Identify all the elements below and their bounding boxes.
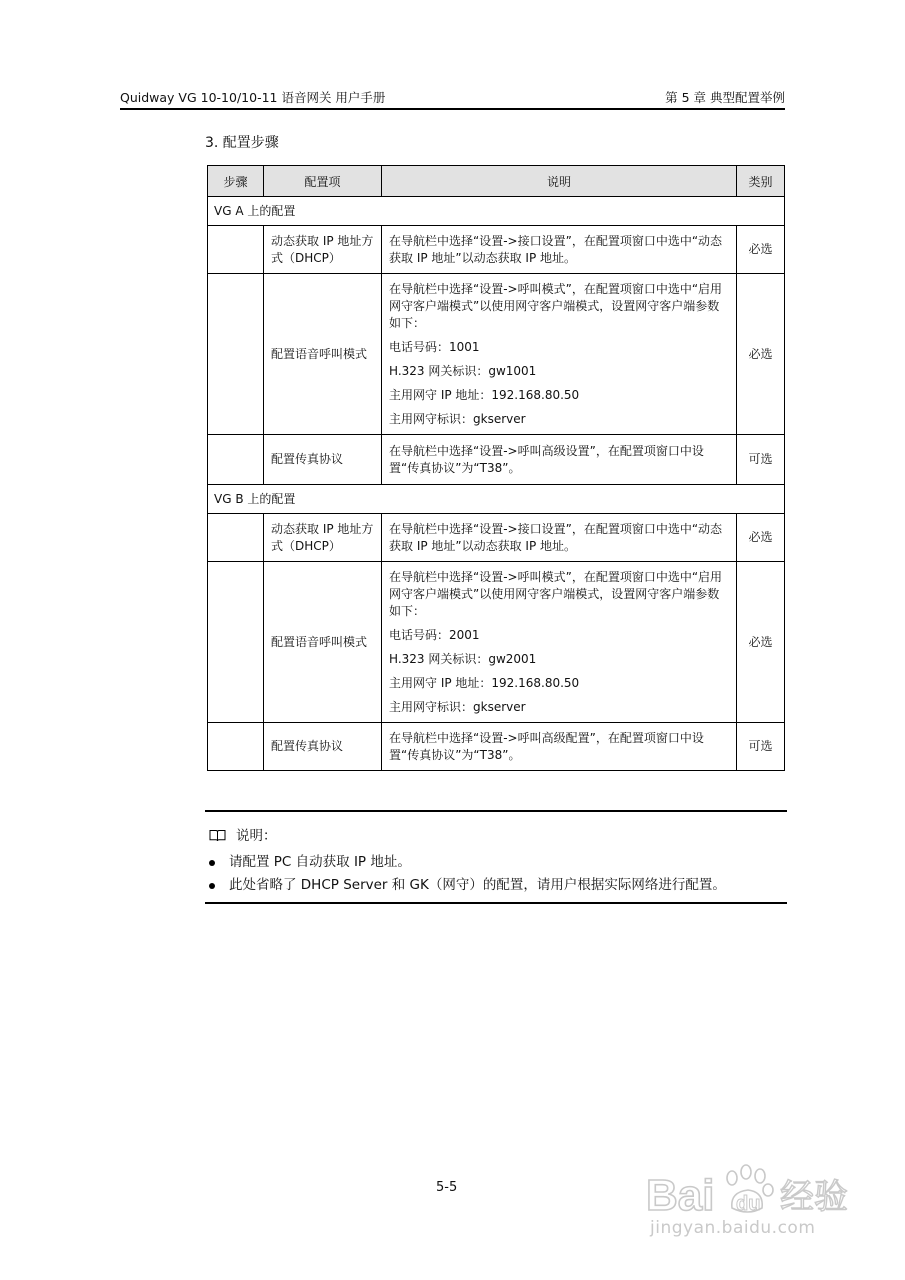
- header-description: 说明: [382, 166, 737, 197]
- description-cell: 在导航栏中选择“设置->接口设置”，在配置项窗口中选中“动态获取 IP 地址”以动态获取 IP 地址。: [382, 514, 737, 562]
- table-row: [208, 226, 785, 274]
- list-item: [205, 875, 726, 898]
- svg-text:经验: 经验: [780, 1177, 848, 1217]
- note-item-text: 请配置 PC 自动获取 IP 地址。: [229, 854, 411, 870]
- table-row: [208, 274, 785, 435]
- page-header: [120, 86, 785, 110]
- svg-text:Bai: Bai: [646, 1171, 715, 1220]
- note-title: [209, 824, 277, 844]
- description-text: 在导航栏中选择“设置->呼叫模式”，在配置项窗口中选中“启用网守客户端模式”以使用网守客户端模式，设置网守客户端参数如下：: [389, 281, 723, 330]
- list-item: [205, 852, 726, 875]
- table-row: [208, 562, 785, 723]
- section-title: 3. 配置步骤: [205, 135, 279, 151]
- description-text: 在导航栏中选择“设置->呼叫模式”，在配置项窗口中选中“启用网守客户端模式”以使用网守客户端模式，设置网守客户端参数如下：: [389, 569, 723, 618]
- table-row: [208, 514, 785, 562]
- param-gk-ip: 主用网守 IP 地址：192.168.80.50: [389, 387, 580, 402]
- category-cell: 可选: [737, 723, 785, 771]
- page-number: 5-5: [436, 1180, 458, 1195]
- item-cell: 配置传真协议: [264, 723, 382, 771]
- description-cell: [382, 562, 737, 723]
- category-cell: 必选: [737, 274, 785, 435]
- header-item: 配置项: [264, 166, 382, 197]
- header-category: 类别: [737, 166, 785, 197]
- step-cell: [208, 274, 264, 435]
- item-cell: 配置传真协议: [264, 435, 382, 485]
- table-row: [208, 723, 785, 771]
- step-cell: [208, 435, 264, 485]
- svg-text:du: du: [736, 1193, 761, 1215]
- item-cell: 动态获取 IP 地址方式（DHCP）: [264, 226, 382, 274]
- category-cell: 必选: [737, 514, 785, 562]
- bullet-dot: [209, 860, 215, 866]
- bullet-dot: [209, 883, 215, 889]
- param-gateway-id: H.323 网关标识：gw2001: [389, 651, 537, 666]
- item-cell: 配置语音呼叫模式: [264, 562, 382, 723]
- header-step: 步骤: [208, 166, 264, 197]
- param-phone: 电话号码：2001: [389, 627, 480, 642]
- note-title-text: 说明：: [236, 828, 277, 844]
- note-list: [205, 852, 726, 898]
- group-row: [208, 485, 785, 514]
- table-row: [208, 435, 785, 485]
- item-cell: 配置语音呼叫模式: [264, 274, 382, 435]
- config-steps-table: [207, 165, 785, 771]
- param-gk-id: 主用网守标识：gkserver: [389, 699, 526, 714]
- category-cell: 必选: [737, 562, 785, 723]
- param-gk-ip: 主用网守 IP 地址：192.168.80.50: [389, 675, 580, 690]
- description-cell: 在导航栏中选择“设置->呼叫高级配置”，在配置项窗口中设置“传真协议”为“T38”。: [382, 723, 737, 771]
- param-gateway-id: H.323 网关标识：gw1001: [389, 363, 537, 378]
- step-cell: [208, 226, 264, 274]
- step-cell: [208, 562, 264, 723]
- description-cell: 在导航栏中选择“设置->接口设置”，在配置项窗口中选中“动态获取 IP 地址”以动态获取 IP 地址。: [382, 226, 737, 274]
- step-cell: [208, 723, 264, 771]
- group-row: [208, 197, 785, 226]
- category-cell: 可选: [737, 435, 785, 485]
- book-icon: [209, 829, 226, 842]
- description-cell: [382, 274, 737, 435]
- note-item-text: 此处省略了 DHCP Server 和 GK（网守）的配置，请用户根据实际网络进行配置。: [229, 877, 726, 893]
- watermark-url: jingyan.baidu.com: [650, 1218, 816, 1238]
- table-header-row: [208, 166, 785, 197]
- param-gk-id: 主用网守标识：gkserver: [389, 411, 526, 426]
- description-cell: 在导航栏中选择“设置->呼叫高级设置”，在配置项窗口中设置“传真协议”为“T38”。: [382, 435, 737, 485]
- category-cell: 必选: [737, 226, 785, 274]
- baidu-watermark-logo: [640, 1160, 860, 1224]
- param-phone: 电话号码：1001: [389, 339, 480, 354]
- header-manual-title: Quidway VG 10-10/10-11 语音网关 用户手册: [120, 90, 386, 105]
- item-cell: 动态获取 IP 地址方式（DHCP）: [264, 514, 382, 562]
- group-title: VG A 上的配置: [208, 197, 785, 226]
- step-cell: [208, 514, 264, 562]
- note-box: [205, 810, 787, 904]
- group-title: VG B 上的配置: [208, 485, 785, 514]
- header-chapter-title: 第 5 章 典型配置举例: [665, 90, 785, 105]
